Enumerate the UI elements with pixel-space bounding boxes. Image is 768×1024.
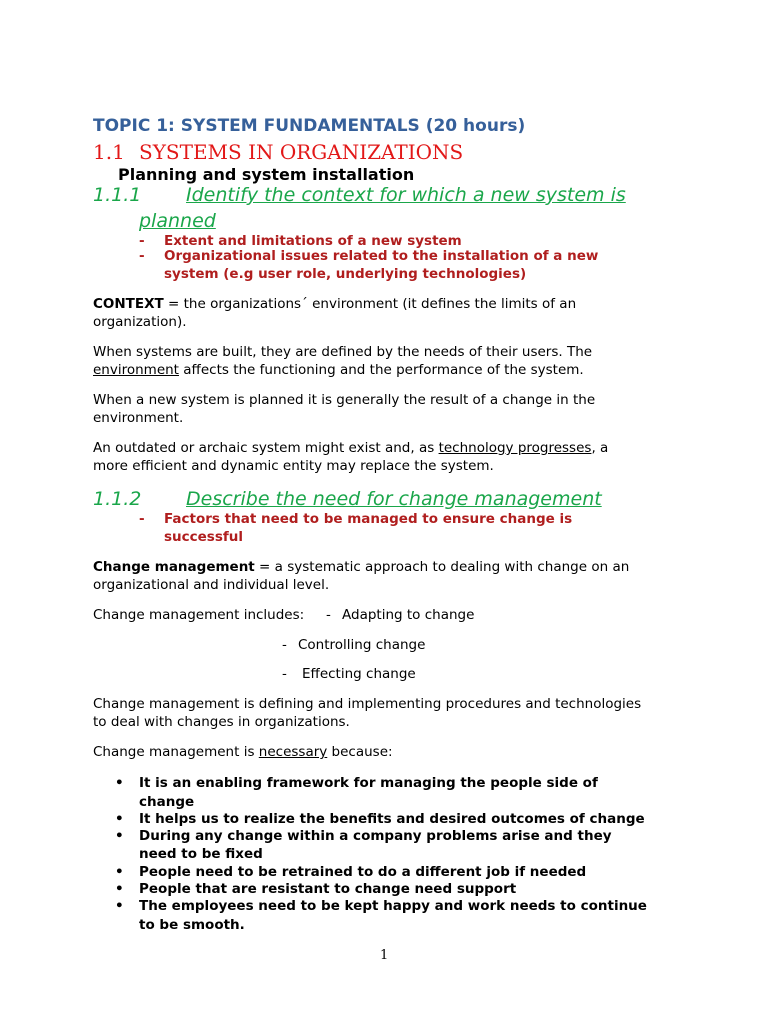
context-term: CONTEXT: [93, 296, 164, 312]
item-112-title: Describe the need for change management: [186, 488, 602, 510]
outdated-paragraph: An outdated or archaic system might exist and, as technology progresses, a more efficient and dynamic entity may replace the system.: [93, 440, 609, 474]
change-management-term: Change management: [93, 559, 255, 575]
bullet-symbol: •: [115, 864, 124, 880]
item-112-number: 1.1.2: [93, 488, 142, 510]
bullet-symbol: •: [115, 881, 124, 897]
includes-lead: Change management includes:: [93, 607, 305, 623]
change-management-includes: [93, 606, 304, 624]
includes-item: Effecting change: [302, 666, 416, 682]
dash-marker: -: [282, 637, 287, 653]
environment-underlined: environment: [93, 362, 179, 378]
section-heading: [93, 140, 463, 164]
systems-paragraph: When systems are built, they are defined by the needs of their users. The environment affects the functioning and the performance of the system.: [93, 344, 593, 378]
section-number: 1.1: [93, 140, 125, 164]
bullet-symbol: •: [115, 898, 124, 914]
topic-title: TOPIC 1: SYSTEM FUNDAMENTALS (20 hours): [93, 116, 526, 136]
includes-item: Controlling change: [298, 637, 426, 653]
section-title: SYSTEMS IN ORGANIZATIONS: [139, 140, 464, 164]
dash-marker: -: [326, 607, 331, 623]
item-111-title-line2: planned: [139, 210, 216, 232]
technology-progresses-underlined: technology progresses: [438, 440, 592, 456]
change-management-definition: Change management = a systematic approach to dealing with change on an organizational and individual level.: [93, 559, 630, 593]
bullet-symbol: •: [115, 828, 124, 844]
necessary-underlined: necessary: [258, 744, 328, 760]
change-management-defining: Change management is defining and implementing procedures and technologies to deal with changes in organizations.: [93, 696, 642, 730]
change-management-necessary: Change management is necessary because:: [93, 744, 393, 760]
page-number: 1: [380, 948, 389, 963]
dash-marker: -: [282, 666, 287, 682]
item-112-heading: [93, 488, 602, 510]
item-112-point-cont: successful: [164, 529, 243, 545]
item-111-number: 1.1.1: [93, 184, 142, 206]
bullet-symbol: •: [115, 811, 124, 827]
subsection-title: Planning and system installation: [118, 165, 415, 184]
includes-item: Adapting to change: [342, 607, 475, 623]
context-paragraph: CONTEXT = the organizations´ environment (it defines the limits of an organization).: [93, 296, 577, 330]
dash-marker: -: [139, 233, 145, 249]
item-111-point: - Organizational issues related to the installation of a new: [139, 248, 599, 264]
dash-marker: -: [139, 511, 145, 527]
item-111-point-cont: system (e.g user role, underlying technologies): [164, 266, 527, 282]
item-111-heading: [93, 184, 626, 206]
item-111-title-line1: Identify the context for which a new system is: [186, 184, 626, 206]
planned-paragraph: When a new system is planned it is generally the result of a change in the environment.: [93, 392, 596, 426]
item-112-point: - Factors that need to be managed to ensure change is: [139, 511, 573, 527]
item-111-point: - Extent and limitations of a new system: [139, 233, 462, 249]
dash-marker: -: [139, 248, 145, 264]
bullet-symbol: •: [115, 775, 124, 791]
